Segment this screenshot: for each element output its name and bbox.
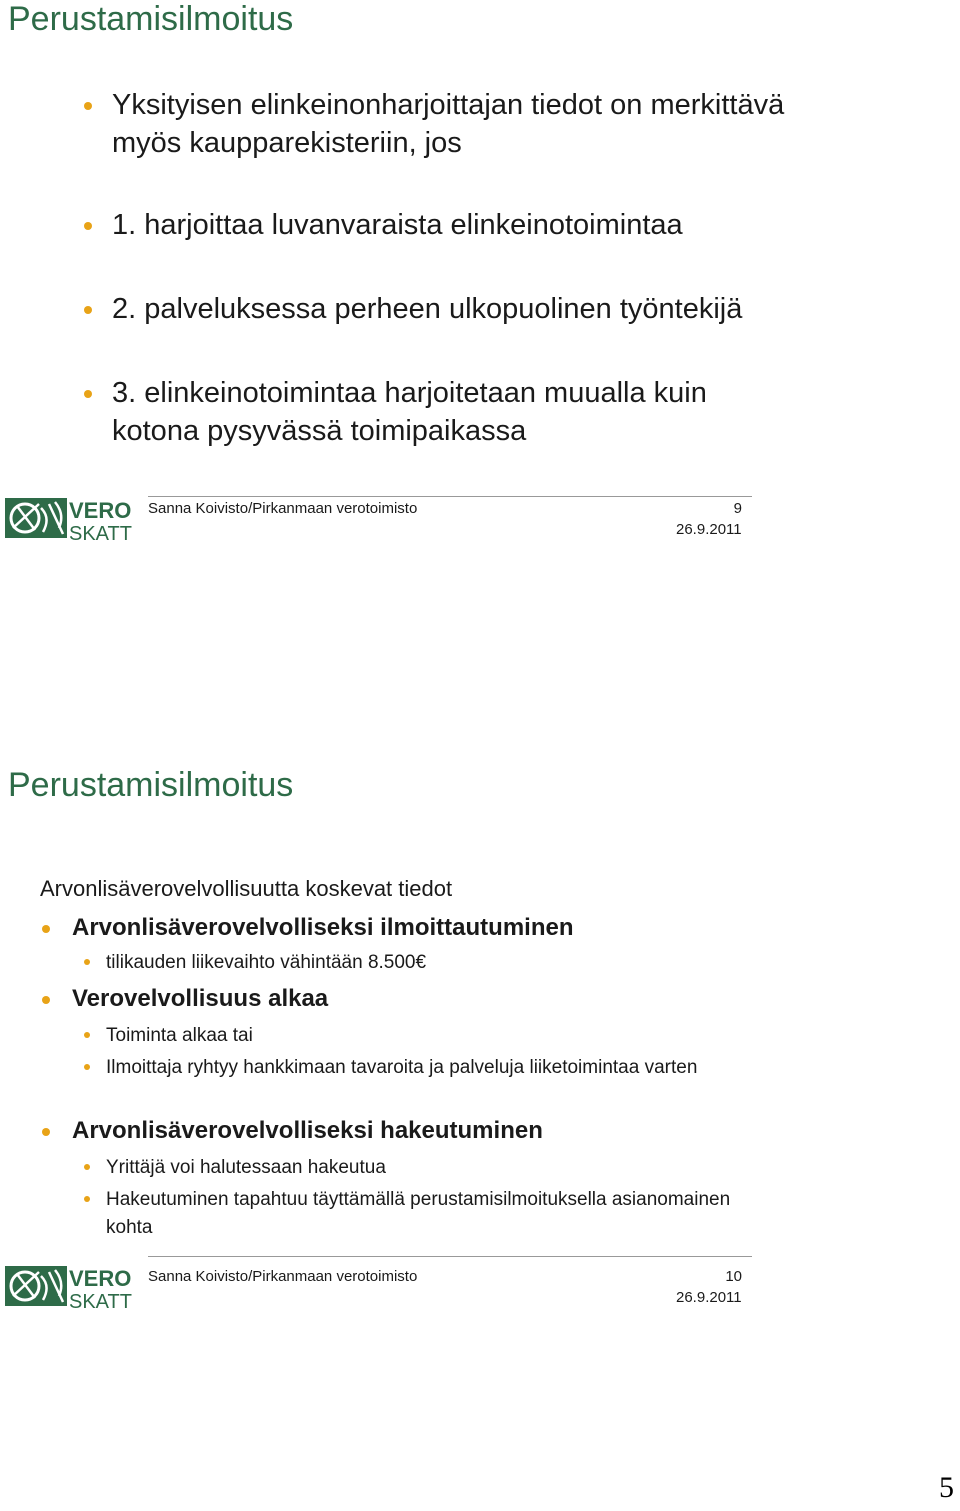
footer-date: 26.9.2011 [676,1289,742,1306]
footer-page-number: 10 [725,1268,742,1285]
bullet-dot [84,390,92,398]
footer-author: Sanna Koivisto/Pirkanmaan verotoimisto [148,500,418,517]
slide-2-title: Perustamisilmoitus [8,766,294,804]
level-2-item: tilikauden liikevaihto vähintään 8.500€ [106,952,427,973]
footer-date: 26.9.2011 [676,521,742,538]
vero-skatt-logo [5,1262,137,1310]
bullet-dot [84,1164,90,1170]
footer-page-number: 9 [733,500,742,517]
document-page-number: 5 [939,1471,954,1504]
bullet-dot [84,306,92,314]
level-1-item: Arvonlisäverovelvolliseksi hakeutuminen [72,1117,543,1144]
level-2-item: Hakeutuminen tapahtuu täyttämällä perustamisilmoituksella asianomainen kohta [106,1189,731,1238]
slide-1-footer [0,490,760,550]
bullet-dot [84,1032,90,1038]
slide-1-bullet-3: 2. palveluksessa perheen ulkopuolinen työntekijä [112,293,743,325]
footer-divider [148,496,752,497]
level-1-item: Arvonlisäverovelvolliseksi ilmoittautuminen [72,914,574,941]
bullet-dot [84,959,90,965]
slide-1 [0,0,960,560]
bullet-dot [42,925,50,933]
bullet-dot [84,222,92,230]
slide-1-bullet-1: Yksityisen elinkeinonharjoittajan tiedot on merkittävä myös kaupparekisteriin, jos [112,89,785,159]
slide-1-title: Perustamisilmoitus [8,0,294,38]
vero-skatt-logo [5,494,137,542]
slide-2 [0,760,960,1320]
svg-text:SKATT: SKATT [69,523,132,542]
svg-text:VERO: VERO [69,498,132,523]
bullet-dot [42,996,50,1004]
footer-author: Sanna Koivisto/Pirkanmaan verotoimisto [148,1268,418,1285]
footer-divider [148,1256,752,1257]
bullet-dot [84,1064,90,1070]
slide-2-subtitle: Arvonlisäverovelvollisuutta koskevat tiedot [40,876,453,901]
level-2-item: Toiminta alkaa tai [106,1025,253,1046]
level-2-item: Yrittäjä voi halutessaan hakeutua [106,1157,386,1178]
svg-text:VERO: VERO [69,1266,132,1291]
level-1-item: Verovelvollisuus alkaa [72,985,329,1012]
slide-1-bullet-4: 3. elinkeinotoimintaa harjoitetaan muualla kuin kotona pysyvässä toimipaikassa [112,377,707,447]
slide-2-footer [0,1256,760,1316]
svg-text:SKATT: SKATT [69,1291,132,1310]
bullet-dot [42,1128,50,1136]
bullet-dot [84,1196,90,1202]
slide-1-bullet-2: 1. harjoittaa luvanvaraista elinkeinotoimintaa [112,209,683,241]
bullet-dot [84,102,92,110]
level-2-item: Ilmoittaja ryhtyy hankkimaan tavaroita ja palveluja liiketoimintaa varten [106,1057,698,1078]
